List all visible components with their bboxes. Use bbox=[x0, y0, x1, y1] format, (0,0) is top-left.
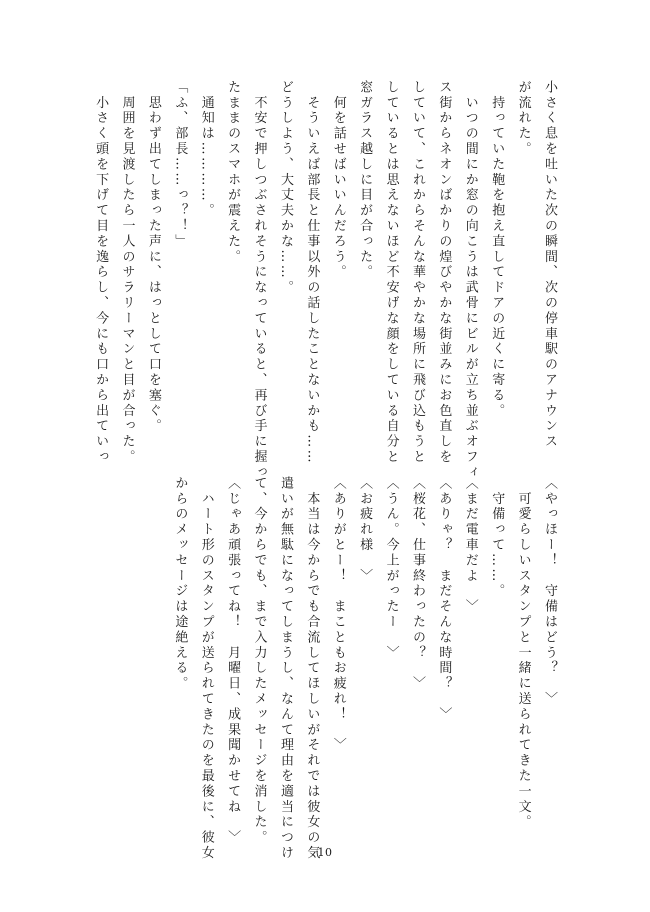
text-line: ハート形のスタンプが送られてきたのを最後に、彼女 bbox=[198, 476, 214, 861]
message-line: 〈ありゃ？ まだそんな時間？ 〉 bbox=[436, 476, 452, 723]
message-line: 〈まだ電車だよ 〉 bbox=[462, 476, 478, 615]
message-line: 〈やっほー！ 守備はどう？ 〉 bbox=[542, 476, 557, 707]
text-line: 本当は今からでも合流してほしいがそれでは彼女の気 bbox=[304, 476, 320, 861]
text-line: していて、これからそんな華やかな場所に飛び込もうと bbox=[409, 80, 425, 465]
dialogue-line: 「ふ、部長……っ？！」 bbox=[172, 80, 188, 250]
text-line: て、今からでも、まで入力したメッセージを消した。 bbox=[251, 476, 267, 846]
text-line: 遣いが無駄になってしまうし、なんて理由を適当につけ bbox=[277, 476, 293, 861]
text-line: 通知は…………。 bbox=[198, 80, 214, 219]
text-line: 窓ガラス越しに目が合った。 bbox=[357, 80, 373, 281]
text-line: たままのスマホが震えた。 bbox=[225, 80, 241, 265]
text-line: 小さく息を吐いた次の瞬間、次の停車駅のアナウンス bbox=[542, 80, 557, 450]
upper-text-block bbox=[92, 80, 562, 481]
text-line: どうしよう、大丈夫かな……。 bbox=[277, 80, 293, 296]
text-line: 守備って……。 bbox=[489, 476, 505, 600]
text-line: 持っていた鞄を抱え直してドアの近くに寄る。 bbox=[489, 80, 505, 419]
text-line: 可愛らしいスタンプと一緒に送られてきた一文。 bbox=[515, 476, 531, 831]
text-line: 不安で押しつぶされそうになっていると、再び手に握っ bbox=[251, 80, 267, 481]
message-line: 〈桜花、仕事終わったの？ 〉 bbox=[409, 476, 425, 692]
text-line: 小さく頭を下げて目を逸らし、今にも口から出ていっ bbox=[93, 80, 109, 465]
text-line: 周囲を見渡したら一人のサラリーマンと目が合った。 bbox=[119, 80, 135, 465]
message-line: 〈お疲れ様 〉 bbox=[357, 476, 373, 584]
text-line: しているとは思えないほど不安げな顔をしている自分と bbox=[383, 80, 399, 465]
page-number: 10 bbox=[317, 846, 333, 859]
text-line: いつの間にか窓の向こうは武骨にビルが立ち並ぶオフィ bbox=[462, 80, 478, 481]
message-line: 〈じゃあ頑張ってね！ 月曜日、成果聞かせてね 〉 bbox=[225, 476, 241, 846]
message-line: 〈うん。今上がったー 〉 bbox=[383, 476, 399, 661]
text-line: からのメッセージは途絶える。 bbox=[172, 476, 188, 692]
text-line: ス街からネオンばかりの煌びやかな街並みにお色直しを bbox=[436, 80, 452, 465]
text-line: 何を話せばいいんだろう。 bbox=[330, 80, 346, 281]
text-line: が流れた。 bbox=[515, 80, 531, 157]
text-line: 思わず出てしまった声に、はっとして口を塞ぐ。 bbox=[145, 80, 161, 435]
text-line: そういえば部長と仕事以外の話したことないかも…… bbox=[304, 80, 320, 465]
message-line: 〈ありがとー！ まこともお疲れ！ 〉 bbox=[330, 476, 346, 754]
